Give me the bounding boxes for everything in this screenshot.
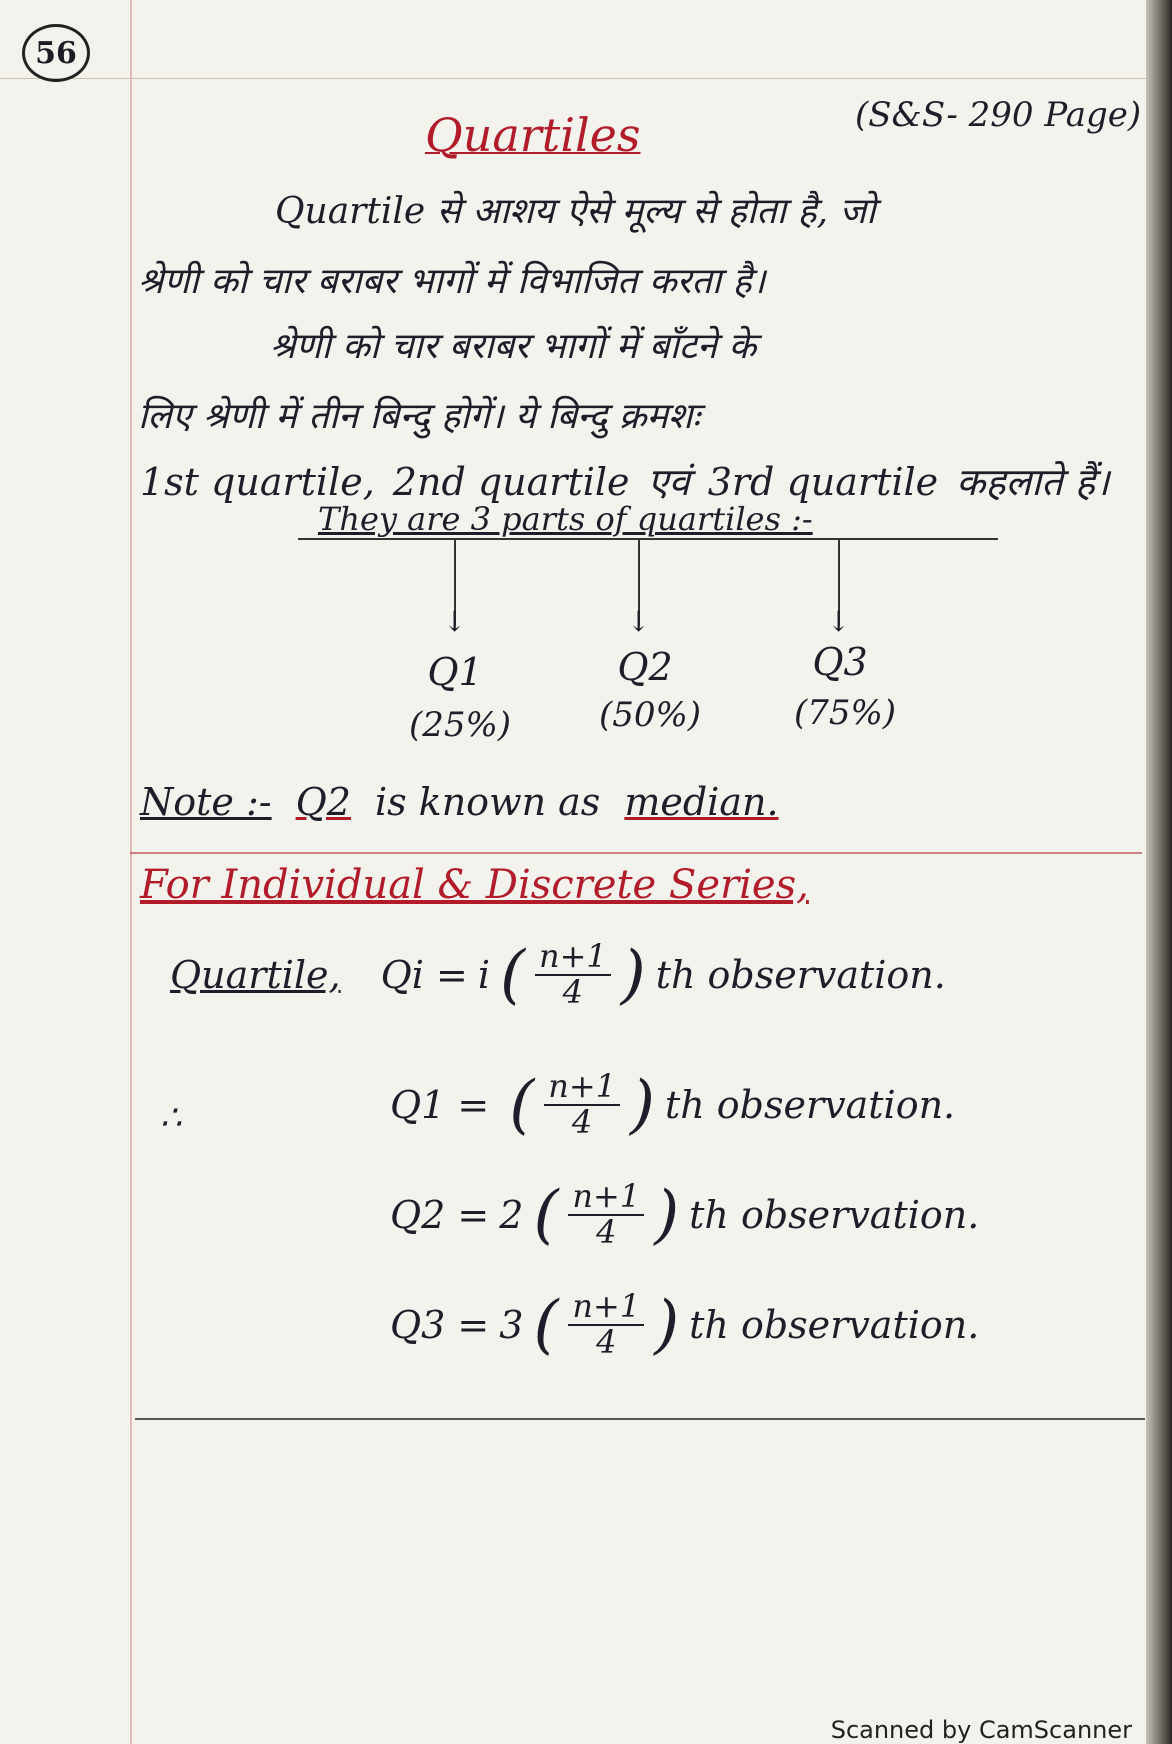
arrow-down-icon: ↓ (827, 605, 851, 638)
right-paren: ) (654, 1177, 680, 1252)
formula-suffix: th observation. (689, 1192, 980, 1237)
general-formula (170, 937, 946, 1012)
formula-q1 (390, 1067, 956, 1142)
note-line (140, 780, 779, 824)
hindi-line-2: श्रेणी को चार बराबर भागों में विभाजित करता है। (138, 261, 766, 302)
page-number: 56 (22, 24, 90, 82)
note-prefix: Note :- (140, 780, 272, 824)
left-paren: ( (533, 1287, 559, 1362)
fraction (535, 937, 611, 1011)
fraction (568, 1177, 644, 1251)
q3-label: Q3 (812, 640, 868, 684)
fraction-numerator: n+1 (535, 940, 611, 976)
section-heading: For Individual & Discrete Series, (140, 862, 809, 908)
formula-q2 (390, 1177, 980, 1252)
q2-label: Q2 (617, 645, 673, 689)
fraction-denominator: 4 (562, 972, 584, 1011)
formula-suffix: th observation. (664, 1082, 956, 1127)
fraction-denominator: 4 (596, 1322, 617, 1361)
q1-label: Q1 (427, 650, 483, 694)
formula-lhs: Q1 = (390, 1082, 490, 1127)
reference-note: (S&S- 290 Page) (855, 95, 1142, 135)
formula-coef: 2 (499, 1192, 524, 1237)
fraction-denominator: 4 (571, 1102, 593, 1141)
left-paren: ( (509, 1067, 535, 1142)
note-middle: is known as (374, 780, 601, 824)
right-paren: ) (654, 1287, 680, 1362)
end-divider (135, 1418, 1145, 1420)
therefore-symbol: ∴ (160, 1098, 182, 1138)
arrow-down-icon: ↓ (627, 605, 651, 638)
second-quartile-text: 2nd quartile (392, 460, 630, 504)
note-q2: Q2 (295, 780, 351, 824)
left-paren: ( (499, 937, 525, 1012)
formula-lhs: Qi = (380, 952, 468, 997)
formula-coef: 3 (499, 1302, 524, 1347)
fraction-numerator: n+1 (544, 1070, 620, 1106)
hindi-line-3: श्रेणी को चार बराबर भागों में बाँटने के (270, 326, 757, 367)
ruled-line (0, 78, 1146, 79)
q1-percent: (25%) (408, 705, 512, 745)
q2-percent: (50%) (598, 695, 702, 735)
formula-suffix: th observation. (655, 952, 946, 997)
left-paren: ( (533, 1177, 559, 1252)
first-quartile-text: 1st quartile, (140, 460, 375, 504)
formula-lhs: Q3 = (390, 1302, 490, 1347)
right-paren: ) (630, 1067, 655, 1142)
and-text: एवं (647, 460, 690, 504)
called-text: कहलाते हैं। (956, 460, 1110, 504)
arrow-down-icon: ↓ (443, 605, 467, 638)
fraction-denominator: 4 (596, 1212, 617, 1251)
fraction (568, 1287, 644, 1361)
formula-lhs: Q2 = (390, 1192, 490, 1237)
scanner-watermark: Scanned by CamScanner (830, 1716, 1132, 1744)
formula-suffix: th observation. (689, 1302, 980, 1347)
margin-line (130, 0, 132, 1744)
fraction-numerator: n+1 (568, 1290, 644, 1326)
tree-bar (298, 538, 998, 540)
fraction-numerator: n+1 (568, 1180, 644, 1216)
fraction (544, 1067, 620, 1141)
hindi-line-1: Quartile से आशय ऐसे मूल्य से होता है, जो (275, 191, 876, 232)
hindi-line-4: लिए श्रेणी में तीन बिन्दु होगें। ये बिन्दु क्रमशः (138, 396, 700, 437)
page-title: Quartiles (425, 108, 641, 162)
q3-percent: (75%) (793, 693, 897, 733)
page-edge-shadow (1146, 0, 1172, 1744)
note-term: median. (624, 780, 779, 824)
formula-q3 (390, 1287, 980, 1362)
right-paren: ) (620, 937, 646, 1012)
formula-coef: i (477, 952, 490, 997)
section-divider (130, 852, 1142, 854)
formula-label: Quartile, (170, 952, 341, 997)
parts-heading: They are 3 parts of quartiles :- (318, 500, 813, 538)
third-quartile-text: 3rd quartile (707, 460, 939, 504)
